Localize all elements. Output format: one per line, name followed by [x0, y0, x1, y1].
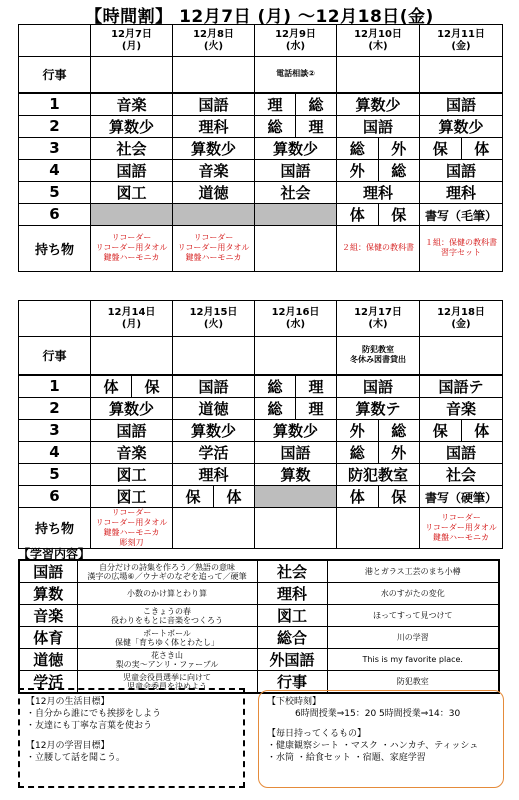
subject-name: 総: [337, 138, 379, 159]
period-row: [19, 203, 503, 225]
subject-cell: [173, 137, 255, 159]
item-text: リコーダー用タオル: [95, 243, 168, 252]
subject-name: 社会: [280, 183, 311, 202]
day-header: [337, 301, 420, 337]
study-goal-item: ・立腰して話を聞こう。: [26, 753, 126, 763]
event-cell: [173, 337, 255, 375]
subject-cell: [337, 159, 420, 181]
subject-cell: [91, 93, 173, 116]
subject-name: 防犯教室: [347, 465, 408, 484]
items-row: [19, 507, 503, 548]
subject-cell: [173, 181, 255, 203]
subject-cell: [337, 203, 420, 225]
day-date: 12月11日: [437, 28, 485, 40]
subject-name: 国語: [445, 443, 476, 462]
subject-name: 理: [308, 399, 324, 418]
split-subject: [255, 94, 336, 115]
split-subject: [173, 486, 254, 507]
split-subject: [420, 420, 502, 441]
subject-cell: [173, 485, 255, 507]
period-row: [19, 419, 503, 441]
life-goal-item: ・自分から誰にでも挨拶をしよう: [26, 709, 162, 719]
item-text: 鍵盤ハーモニカ: [103, 253, 160, 262]
day-header: [91, 25, 173, 57]
event-cell: [91, 337, 173, 375]
corner-cell: [19, 301, 91, 337]
period-row: [19, 463, 503, 485]
item-text: リコーダー: [193, 233, 234, 242]
subject-cell: [337, 441, 420, 463]
subject-name: 算数少: [272, 139, 318, 158]
item-text: リコーダー: [441, 512, 481, 522]
learning-content: 自分だけの詩集を作ろう／熟語の意味 漢字の広場⑥／ウナギのなぞを追って／硬筆: [77, 560, 257, 583]
day-date: 12月7日: [111, 28, 152, 40]
split-subject: [255, 376, 336, 397]
day-date: 12月10日: [354, 28, 402, 40]
event-cell: [91, 57, 173, 93]
items-row-label: 持ち物: [19, 507, 91, 548]
learning-row: [19, 583, 499, 605]
subject-cell: [337, 375, 420, 398]
subject-name: 国語: [116, 421, 147, 440]
learning-subject: 道徳: [19, 649, 77, 671]
subject-cell: [420, 419, 503, 441]
subject-cell: [337, 463, 420, 485]
day-date: 12月17日: [354, 306, 402, 318]
subject-cell: [91, 485, 173, 507]
monthly-goals-box: [18, 688, 245, 788]
subject-cell: [91, 203, 173, 225]
subject-cell: [173, 159, 255, 181]
learning-content: ポートボール 保健「育ちゆく体とわたし」: [77, 627, 257, 649]
subject-name: 算数少: [108, 117, 154, 136]
subject-name: 体: [474, 139, 490, 158]
learning-subject: 国語: [19, 560, 77, 583]
subject-cell: [255, 375, 337, 398]
item-text: リコーダー用タオル: [177, 243, 250, 252]
event-cell: 防犯教室 冬休み図書貸出: [337, 337, 420, 375]
timetable-week1: [18, 24, 503, 272]
items-cell: [91, 225, 173, 271]
event-cell: 電話相談②: [255, 57, 337, 93]
subject-name: 保: [173, 486, 214, 507]
day-of-week: (月): [121, 40, 142, 52]
subject-cell: [420, 159, 503, 181]
event-row-label: 行事: [19, 337, 91, 375]
subject-name: 保: [391, 205, 407, 224]
subject-name: 学活: [198, 443, 229, 462]
subject-cell: [337, 137, 420, 159]
day-header: [337, 25, 420, 57]
subject-name: 図工: [116, 183, 147, 202]
period-row: [19, 93, 503, 116]
timetable-week2: [18, 300, 503, 549]
items-cell: [91, 507, 173, 548]
event-cell: [173, 57, 255, 93]
subject-cell: [91, 159, 173, 181]
header-row: [19, 301, 503, 337]
header-row: [19, 25, 503, 57]
subject-cell: [337, 419, 420, 441]
subject-cell: [255, 419, 337, 441]
subject-cell: [420, 441, 503, 463]
day-date: 12月8日: [193, 28, 234, 40]
item-text: リコーダー: [111, 233, 152, 242]
subject-name: 国語: [445, 161, 476, 180]
subject-name: 道徳: [198, 183, 229, 202]
study-goal-title: 【12月の学習目標】: [26, 741, 110, 751]
subject-name: 国語: [198, 95, 229, 114]
learning-content: This is my favorite place.: [327, 649, 499, 671]
period-number: 5: [19, 463, 91, 485]
subject-cell: [91, 441, 173, 463]
learning-subject: 行事: [257, 671, 327, 694]
subject-cell: [173, 419, 255, 441]
subject-name: 図工: [116, 465, 147, 484]
event-cell: [420, 57, 503, 93]
period-row: [19, 115, 503, 137]
subject-cell: [337, 93, 420, 116]
subject-name: 理科: [198, 117, 229, 136]
subject-name: 理科: [198, 465, 229, 484]
learning-row: [19, 649, 499, 671]
subject-name: 理: [255, 94, 296, 115]
items-cell: [337, 507, 420, 548]
daily-items-title: 【毎日持ってくるもの】: [267, 729, 367, 739]
subject-cell: [173, 115, 255, 137]
items-row-label: 持ち物: [19, 225, 91, 271]
day-header: [255, 25, 337, 57]
subject-name: 国語: [198, 377, 229, 396]
learning-subject: 理科: [257, 583, 327, 605]
subject-name: 国語: [362, 117, 393, 136]
day-date: 12月9日: [275, 28, 316, 40]
subject-cell: [173, 397, 255, 419]
dismissal-title: 【下校時刻】: [267, 697, 322, 707]
subject-cell: [91, 181, 173, 203]
subject-name: 理科: [362, 183, 393, 202]
item-text: ２組：保健の教科書: [342, 243, 414, 252]
items-cell: [255, 225, 337, 271]
period-number: 6: [19, 485, 91, 507]
subject-name: 総: [255, 376, 296, 397]
day-date: 12月14日: [107, 306, 156, 318]
subject-name: 社会: [445, 465, 476, 484]
item-text: 鍵盤ハーモニカ: [433, 532, 489, 542]
subject-cell: [255, 397, 337, 419]
items-cell: [420, 507, 503, 548]
subject-cell: [173, 441, 255, 463]
split-subject: [337, 442, 419, 463]
items-cell: [337, 225, 420, 271]
day-of-week: (金): [451, 40, 471, 52]
period-number: 4: [19, 441, 91, 463]
learning-content: 防犯教室: [327, 671, 499, 694]
item-text: 習字セット: [441, 248, 481, 257]
subject-cell: [337, 397, 420, 419]
event-row-label: 行事: [19, 57, 91, 93]
subject-name: 総: [308, 95, 324, 114]
period-number: 5: [19, 181, 91, 203]
subject-cell: [91, 419, 173, 441]
subject-cell: [420, 463, 503, 485]
subject-cell: [173, 463, 255, 485]
page-title: 【時間割】 12月7日 (月) 〜12月18日(金): [85, 7, 434, 27]
period-row: [19, 159, 503, 181]
learning-row: [19, 605, 499, 627]
subject-cell: [173, 203, 255, 225]
day-header: [255, 301, 337, 337]
subject-name: 保: [420, 420, 462, 441]
subject-cell: [91, 463, 173, 485]
subject-cell: [255, 441, 337, 463]
items-cell: [173, 225, 255, 271]
subject-cell: [91, 115, 173, 137]
subject-name: 体: [91, 376, 132, 397]
items-cell: [255, 507, 337, 548]
subject-name: 保: [144, 377, 160, 396]
subject-cell: [255, 115, 337, 137]
learning-content: 港とガラス工芸のまち小樽: [327, 560, 499, 583]
day-of-week: (金): [451, 318, 471, 330]
day-of-week: (木): [368, 318, 388, 330]
daily-item-line: ・健康観察シート ・マスク ・ハンカチ、ティッシュ: [267, 741, 479, 751]
period-number: 2: [19, 115, 91, 137]
subject-name: 総: [255, 116, 296, 137]
learning-content: こきょうの春 役わりをもとに音楽をつくろう: [77, 605, 257, 627]
subject-name: 社会: [116, 139, 147, 158]
period-number: 1: [19, 375, 91, 398]
subject-cell: [337, 115, 420, 137]
subject-cell: [255, 93, 337, 116]
subject-cell: [337, 485, 420, 507]
day-header: [173, 301, 255, 337]
subject-cell: [420, 93, 503, 116]
subject-name: 書写（毛筆）: [424, 208, 497, 223]
learning-subject: 学活: [19, 671, 77, 694]
subject-name: 国語: [280, 161, 311, 180]
subject-cell: [255, 159, 337, 181]
split-subject: [420, 138, 502, 159]
learning-content: 川の学習: [327, 627, 499, 649]
subject-name: 算数テ: [355, 399, 401, 418]
notice-box: [258, 690, 504, 788]
subject-cell: [420, 375, 503, 398]
day-of-week: (水): [285, 40, 306, 52]
subject-name: 音楽: [445, 399, 476, 418]
item-text: 鍵盤ハーモニカ: [185, 253, 242, 262]
subject-cell: [420, 397, 503, 419]
day-header: [420, 25, 503, 57]
items-cell: [173, 507, 255, 548]
period-row: [19, 181, 503, 203]
life-goal-item: ・友達にも丁寧な言葉を使おう: [26, 721, 153, 731]
subject-name: 総: [337, 442, 379, 463]
event-cell: [337, 57, 420, 93]
period-number: 3: [19, 137, 91, 159]
subject-name: 体: [337, 204, 379, 225]
learning-row: [19, 627, 499, 649]
subject-name: 外: [391, 139, 407, 158]
period-row: [19, 485, 503, 507]
subject-cell: [420, 485, 503, 507]
split-subject: [337, 138, 419, 159]
subject-cell: [420, 137, 503, 159]
event-cell: [420, 337, 503, 375]
period-number: 6: [19, 203, 91, 225]
split-subject: [255, 398, 336, 419]
learning-subject: 外国語: [257, 649, 327, 671]
subject-name: 保: [391, 487, 407, 506]
subject-name: 外: [391, 443, 407, 462]
learning-row: [19, 560, 499, 583]
item-text: リコーダー用タオル: [425, 522, 497, 532]
learning-subject: 算数: [19, 583, 77, 605]
item-text: 鍵盤ハーモニカ: [103, 527, 160, 537]
subject-cell: [91, 375, 173, 398]
learning-content: 水のすがたの変化: [327, 583, 499, 605]
subject-name: 算数少: [190, 421, 236, 440]
split-subject: [91, 376, 172, 397]
learning-subject: 音楽: [19, 605, 77, 627]
items-row: [19, 225, 503, 271]
subject-name: 保: [420, 138, 462, 159]
subject-name: 書写（硬筆）: [424, 490, 497, 505]
subject-name: 国語: [362, 377, 393, 396]
subject-name: 算数少: [272, 421, 318, 440]
split-subject: [337, 204, 419, 225]
subject-cell: [420, 115, 503, 137]
daily-item-line: ・水筒 ・給食セット ・宿題、家庭学習: [267, 753, 426, 763]
subject-cell: [173, 375, 255, 398]
period-number: 1: [19, 93, 91, 116]
learning-content: ほってすって見つけて: [327, 605, 499, 627]
subject-name: 外: [337, 160, 379, 181]
event-cell: [255, 337, 337, 375]
learning-section-title: 【学習内容】: [18, 547, 91, 561]
subject-name: 外: [337, 420, 379, 441]
learning-content: 花さき山 梨の実〜アンリ・ファーブル: [77, 649, 257, 671]
learning-content: 児童会役員選挙に向けて 児童会委員を決めよう: [77, 671, 257, 694]
split-subject: [255, 116, 336, 137]
subject-cell: [255, 203, 337, 225]
period-number: 3: [19, 419, 91, 441]
subject-name: 体: [474, 421, 490, 440]
learning-content: 小数のかけ算とわり算: [77, 583, 257, 605]
subject-name: 算数少: [355, 95, 401, 114]
learning-subject: 体育: [19, 627, 77, 649]
learning-subject: 総合: [257, 627, 327, 649]
learning-content-table: [18, 559, 500, 694]
item-text: リコーダー用タオル: [95, 517, 168, 527]
subject-name: 国語テ: [438, 377, 484, 396]
day-header: [420, 301, 503, 337]
subject-name: 国語: [116, 161, 147, 180]
day-date: 12月15日: [189, 306, 238, 318]
subject-name: 算数少: [108, 399, 154, 418]
period-row: [19, 375, 503, 398]
item-text: リコーダー: [111, 507, 152, 517]
item-text: １組：保健の教科書: [425, 238, 497, 247]
subject-name: 理: [308, 377, 324, 396]
subject-name: 総: [255, 398, 296, 419]
subject-cell: [337, 181, 420, 203]
subject-name: 音楽: [116, 443, 147, 462]
subject-name: 総: [391, 421, 407, 440]
subject-cell: [255, 485, 337, 507]
subject-name: 道徳: [198, 399, 229, 418]
day-of-week: (月): [121, 318, 142, 330]
item-text: 彫刻刀: [119, 537, 144, 547]
subject-cell: [420, 203, 503, 225]
subject-name: 理: [308, 117, 324, 136]
day-of-week: (水): [285, 318, 306, 330]
learning-subject: 図工: [257, 605, 327, 627]
life-goal-title: 【12月の生活目標】: [26, 697, 110, 707]
subject-cell: [173, 93, 255, 116]
subject-cell: [420, 181, 503, 203]
subject-cell: [91, 397, 173, 419]
split-subject: [337, 486, 419, 507]
subject-cell: [255, 181, 337, 203]
split-subject: [337, 420, 419, 441]
split-subject: [337, 160, 419, 181]
event-row: [19, 337, 503, 375]
period-row: [19, 397, 503, 419]
day-header: [173, 25, 255, 57]
subject-cell: [91, 137, 173, 159]
subject-name: 体: [226, 487, 242, 506]
subject-name: 算数: [280, 465, 311, 484]
period-row: [19, 137, 503, 159]
subject-name: 音楽: [198, 161, 229, 180]
subject-name: 算数少: [438, 117, 484, 136]
learning-subject: 社会: [257, 560, 327, 583]
event-row: [19, 57, 503, 93]
day-header: [91, 301, 173, 337]
subject-cell: [255, 137, 337, 159]
subject-name: 国語: [280, 443, 311, 462]
subject-name: 体: [337, 486, 379, 507]
day-of-week: (木): [368, 40, 388, 52]
dismissal-times: 6時間授業⇒15：20 5時間授業⇒14：30: [295, 709, 461, 719]
period-row: [19, 441, 503, 463]
day-of-week: (火): [203, 40, 224, 52]
subject-name: 総: [391, 161, 407, 180]
subject-name: 理科: [445, 183, 476, 202]
subject-cell: [255, 463, 337, 485]
day-date: 12月18日: [437, 306, 485, 318]
subject-name: 国語: [445, 95, 476, 114]
items-cell: [420, 225, 503, 271]
period-number: 4: [19, 159, 91, 181]
subject-name: 音楽: [116, 95, 147, 114]
subject-name: 算数少: [190, 139, 236, 158]
day-of-week: (火): [203, 318, 224, 330]
day-date: 12月16日: [271, 306, 320, 318]
period-number: 2: [19, 397, 91, 419]
corner-cell: [19, 25, 91, 57]
subject-name: 図工: [116, 487, 147, 506]
